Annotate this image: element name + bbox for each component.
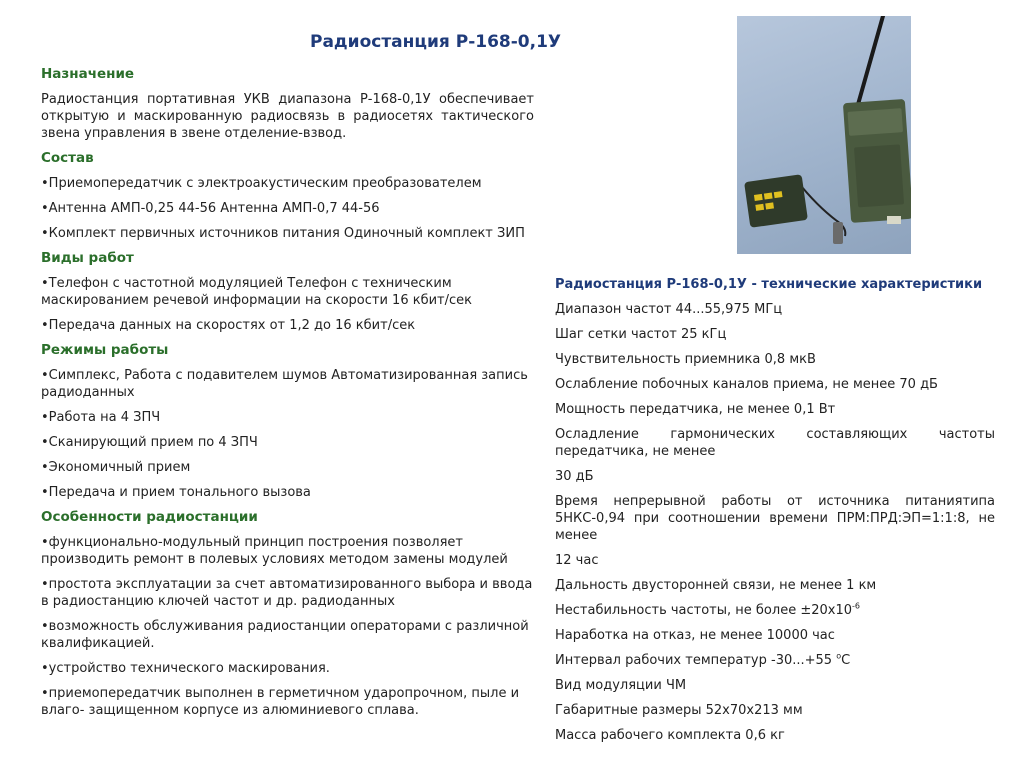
composition-heading: Состав — [41, 150, 94, 166]
spec-item: Вид модуляции ЧМ — [555, 678, 687, 693]
spec-item: Диапазон частот 44...55,975 МГц — [555, 302, 783, 317]
spec-item: Габаритные размеры 52х70х213 мм — [555, 703, 803, 718]
mode-item: •Передача и прием тонального вызова — [41, 485, 311, 500]
mode-item: •Работа на 4 ЗПЧ — [41, 410, 161, 425]
modes-heading: Режимы работы — [41, 342, 169, 358]
specs-column — [555, 276, 995, 752]
purpose-heading: Назначение — [41, 66, 135, 82]
feature-item: •простота эксплуатации за счет автоматизированного выбора и ввода в радиостанцию ключей частот и др. радиоданных — [41, 577, 533, 609]
feature-item: •функционально-модульный принцип построения позволяет производить ремонт в полевых условиях методом замены модулей — [41, 535, 508, 567]
composition-item: •Приемопередатчик с электроакустическим преобразователем — [41, 176, 482, 191]
radio-device-illustration — [737, 16, 911, 254]
work-type-item: •Передача данных на скоростях от 1,2 до 16 кбит/сек — [41, 318, 416, 333]
mode-item: •Симплекс, Работа с подавителем шумов Автоматизированная запись радиоданных — [41, 368, 528, 400]
temperature-unit: С — [841, 653, 851, 668]
feature-item: •устройство технического маскирования. — [41, 661, 330, 676]
feature-item: •возможность обслуживания радиостанции операторами с различной квалификацией. — [41, 619, 529, 651]
radio-photo — [737, 16, 911, 254]
spec-mtbf: Наработка на отказ, не менее 10000 час — [555, 628, 835, 643]
features-heading: Особенности радиостанции — [41, 509, 258, 525]
feature-item: •приемопередатчик выполнен в герметичном ударопрочном, пыле и влаго- защищенном корпусе из алюминиевого сплава. — [41, 686, 520, 718]
instability-text: Нестабильность частоты, не более ±20x10 — [555, 603, 852, 618]
temperature-text: Интервал рабочих температур -30...+55 — [555, 653, 837, 668]
spec-item: Шаг сетки частот 25 кГц — [555, 327, 727, 342]
left-column — [41, 66, 534, 727]
mode-item: •Экономичный прием — [41, 460, 191, 475]
spec-item: Дальность двусторонней связи, не менее 1 км — [555, 578, 877, 593]
composition-item: •Комплект первичных источников питания Одиночный комплект ЗИП — [41, 226, 525, 241]
spec-item: Мощность передатчика, не менее 0,1 Вт — [555, 402, 836, 417]
specs-heading: Радиостанция Р-168-0,1У - технические характеристики — [555, 277, 983, 292]
instability-exponent: -6 — [852, 601, 860, 611]
purpose-text: Радиостанция портативная УКВ диапазона Р-168-0,1У обеспечивает открытую и маскированную радиосвязь в радиосетях тактического звена управления в звене отделение-взвод. — [41, 92, 534, 141]
spec-item: Время непрерывной работы от источника питаниятипа 5НКС-0,94 при соотношении времени ПРМ:ПРД:ЭП=1:1:8, не менее — [555, 494, 995, 543]
composition-item: •Антенна АМП-0,25 44-56 Антенна АМП-0,7 44-56 — [41, 201, 380, 216]
spec-frequency-instability — [555, 602, 995, 619]
spec-item: Осладление гармонических составляющих частоты передатчика, не менее — [555, 427, 995, 459]
spec-item: 12 час — [555, 553, 599, 568]
spec-item: 30 дБ — [555, 469, 594, 484]
page-title: Радиостанция Р-168-0,1У — [310, 32, 562, 52]
spec-item: Чувствительность приемника 0,8 мкВ — [555, 352, 816, 367]
work-types-heading: Виды работ — [41, 250, 134, 266]
mode-item: •Сканирующий прием по 4 ЗПЧ — [41, 435, 258, 450]
spec-item: Масса рабочего комплекта 0,6 кг — [555, 728, 785, 743]
degree-mark: о — [836, 651, 842, 661]
spec-temperature — [555, 652, 995, 669]
work-type-item: •Телефон с частотной модуляцией Телефон с техническим маскированием речевой информации на скорости 16 кбит/сек — [41, 276, 472, 308]
spec-item: Ослабление побочных каналов приема, не менее 70 дБ — [555, 377, 938, 392]
